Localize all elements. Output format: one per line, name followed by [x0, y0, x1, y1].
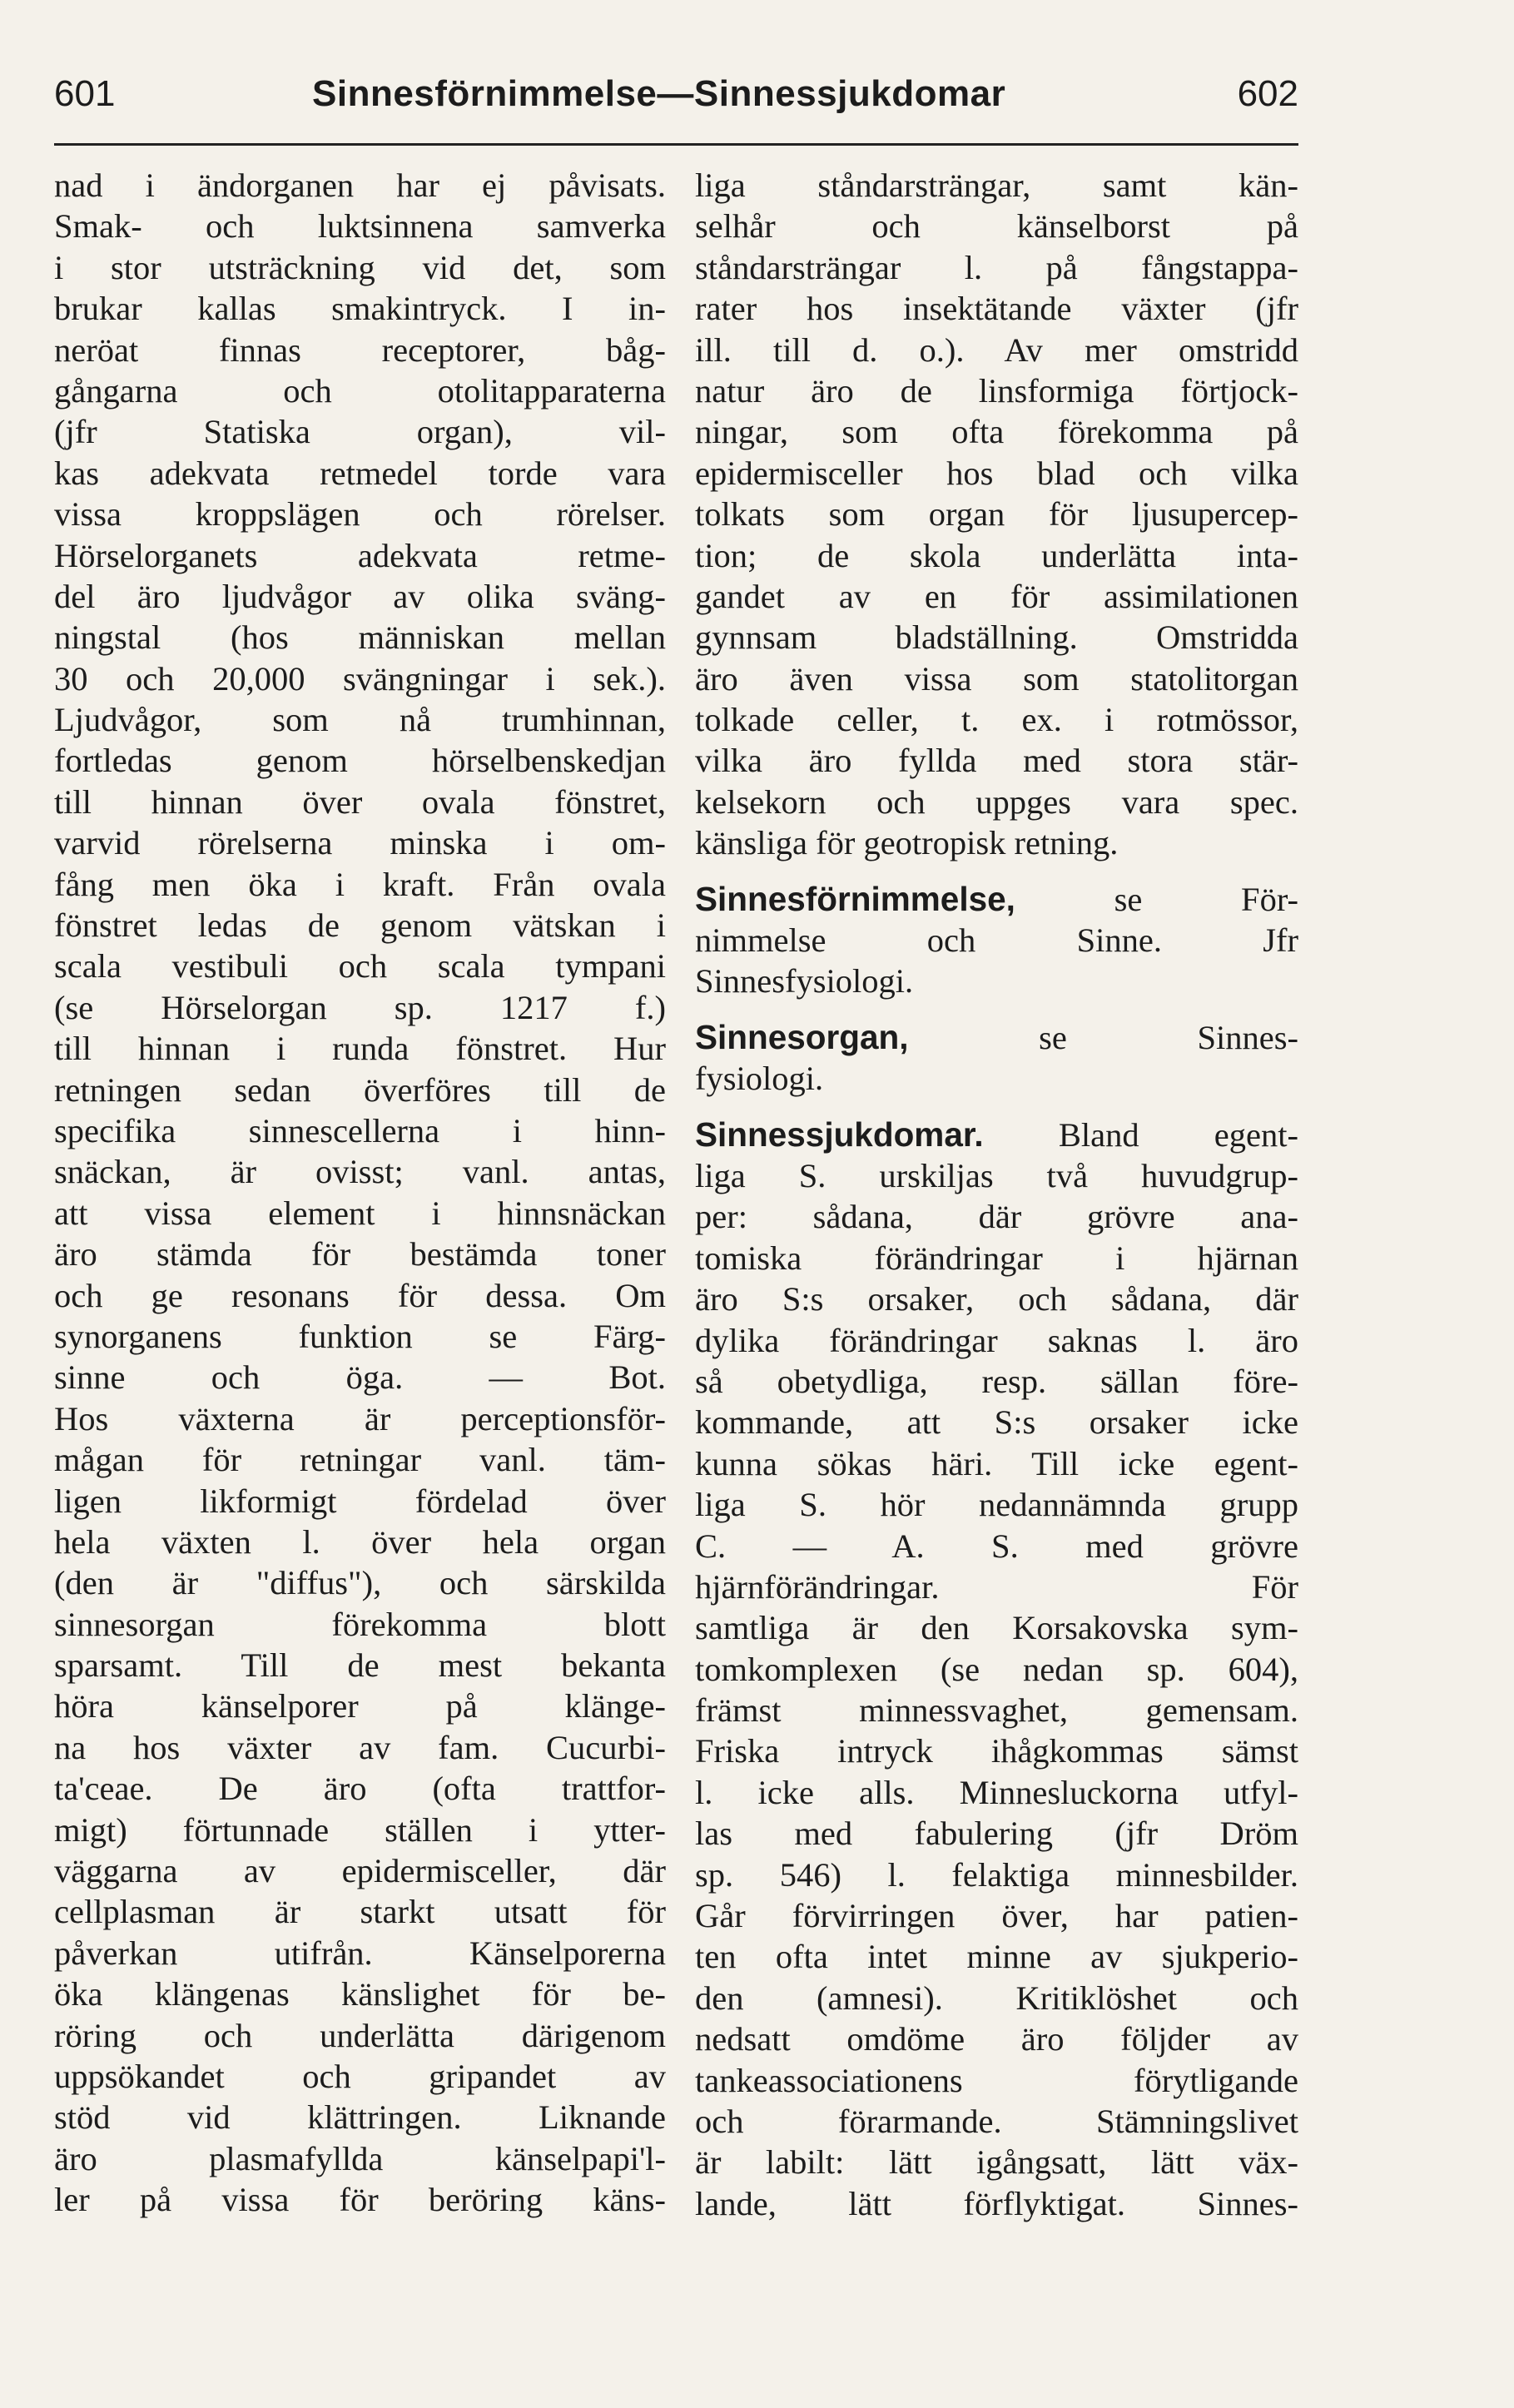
- text-line: kelsekorn och uppges vara spec.: [695, 782, 1298, 821]
- text-line: så obetydliga, resp. sällan före-: [695, 1362, 1298, 1400]
- text-line: och förarmande. Stämningslivet: [695, 2102, 1298, 2140]
- text-line: Går förvirringen över, har patien-: [695, 1897, 1298, 1935]
- entry-line: [695, 1115, 1298, 1155]
- text-line: (se Hörselorgan sp. 1217 f.): [54, 988, 666, 1026]
- text-line: fortledas genom hörselbenskedjan: [54, 742, 666, 780]
- text-line: öka klängenas känslighet för be-: [54, 1975, 666, 2013]
- text-line: äro S:s orsaker, och sådana, där: [695, 1280, 1298, 1318]
- text-line: sinne och öga. — Bot.: [54, 1358, 666, 1397]
- text-line: kas adekvata retmedel torde vara: [54, 454, 666, 492]
- text-line: äro stämda för bestämda toner: [54, 1235, 666, 1274]
- text-line: Friska intryck ihågkommas sämst: [695, 1732, 1298, 1770]
- entry-gap: [695, 1100, 1298, 1115]
- text-line: Hörselorganets adekvata retme-: [54, 536, 666, 574]
- text-line: känsliga för geotropisk retning.: [695, 824, 1119, 862]
- text-line: na hos växter av fam. Cucurbi-: [54, 1728, 666, 1766]
- text-line: uppsökandet och gripandet av: [54, 2057, 666, 2095]
- text-line: migt) förtunnade ställen i ytter-: [54, 1810, 666, 1849]
- text-line: Hos växterna är perceptionsför-: [54, 1399, 666, 1437]
- entry-sinnesorgan: [695, 1017, 1298, 1100]
- text-line: sp. 546) l. felaktiga minnesbilder.: [695, 1855, 1298, 1894]
- text-line: höra känselporer på klänge-: [54, 1687, 666, 1725]
- page-number-right: 602: [1237, 73, 1298, 114]
- text-line: kunna sökas häri. Till icke egent-: [695, 1444, 1298, 1482]
- entry-text: Bland egent-: [983, 1115, 1298, 1154]
- text-line: mågan för retningar vanl. täm-: [54, 1441, 666, 1479]
- text-line: ståndarsträngar l. på fångstappa-: [695, 248, 1298, 286]
- text-line: selhår och känselborst på: [695, 207, 1298, 246]
- text-line: fång men öka i kraft. Från ovala: [54, 865, 666, 903]
- text-line: gångarna och otolitapparaterna: [54, 371, 666, 410]
- text-line: brukar kallas smakintryck. I in-: [54, 290, 666, 328]
- page-number-left: 601: [54, 73, 116, 114]
- text-line: äro även vissa som statolitorgan: [695, 659, 1298, 698]
- text-line: vissa kroppslägen och rörelser.: [54, 495, 666, 534]
- text-line: neröat finnas receptorer, båg-: [54, 330, 666, 369]
- text-line: snäckan, är ovisst; vanl. antas,: [54, 1153, 666, 1191]
- text-line: till hinnan över ovala fönstret,: [54, 782, 666, 821]
- text-line: gandet av en för assimilationen: [695, 577, 1298, 615]
- text-line: ler på vissa för beröring käns-: [54, 2181, 666, 2219]
- text-line: till hinnan i runda fönstret. Hur: [54, 1030, 666, 1068]
- text-line: ta'ceae. De äro (ofta trattfor-: [54, 1770, 666, 1808]
- text-line: tomkomplexen (se nedan sp. 604),: [695, 1650, 1298, 1688]
- text-line: äro plasmafyllda känselpapi'l-: [54, 2139, 666, 2177]
- entry-headword: Sinnessjukdomar.: [695, 1115, 984, 1154]
- text-line: 30 och 20,000 svängningar i sek.).: [54, 659, 666, 698]
- text-line: dylika förändringar saknas l. äro: [695, 1321, 1298, 1359]
- text-line: l. icke alls. Minnesluckorna utfyl-: [695, 1773, 1298, 1811]
- text-line: hjärnförändringar. För: [695, 1567, 1298, 1606]
- right-column-continuation: [695, 165, 1298, 864]
- text-line: tankeassociationens förytligande: [695, 2061, 1298, 2099]
- text-line: las med fabulering (jfr Dröm: [695, 1815, 1298, 1853]
- entry-text: se Sinnes-: [908, 1018, 1298, 1056]
- text-line: liga ståndarsträngar, samt kän-: [695, 166, 1298, 204]
- text-line: ningar, som ofta förekomma på: [695, 413, 1298, 451]
- entry-gap: [695, 1002, 1298, 1017]
- text-line: rater hos insektätande växter (jfr: [695, 290, 1298, 328]
- text-line: per: sådana, där grövre ana-: [695, 1198, 1298, 1236]
- text-line: retningen sedan överföres till de: [54, 1070, 666, 1109]
- text-line: kommande, att S:s orsaker icke: [695, 1403, 1298, 1442]
- text-line: i stor utsträckning vid det, som: [54, 248, 666, 286]
- text-line: varvid rörelserna minska i om-: [54, 824, 666, 862]
- text-line: scala vestibuli och scala tympani: [54, 947, 666, 986]
- text-line: tomiska förändringar i hjärnan: [695, 1239, 1298, 1277]
- text-line: ten ofta intet minne av sjukperio-: [695, 1938, 1298, 1976]
- entry-sinnesfornimmelse: [695, 879, 1298, 1002]
- text-line: samtliga är den Korsakovska sym-: [695, 1609, 1298, 1647]
- text-line: cellplasman är starkt utsatt för: [54, 1893, 666, 1931]
- entry-sinnessjukdomar: [695, 1115, 1298, 2225]
- text-line: att vissa element i hinnsnäckan: [54, 1194, 666, 1232]
- entry-line: [695, 1017, 1298, 1058]
- text-line: påverkan utifrån. Känselporerna: [54, 1934, 666, 1972]
- entry-line: [695, 879, 1298, 920]
- text-line: tolkats som organ för ljusupercep-: [695, 495, 1298, 534]
- right-column: [695, 165, 1298, 2224]
- text-line: fönstret ledas de genom vätskan i: [54, 906, 666, 945]
- text-line: främst minnessvaghet, gemensam.: [695, 1691, 1298, 1730]
- running-header: [54, 73, 1298, 132]
- entry-gap: [695, 864, 1298, 879]
- text-line: den (amnesi). Kritiklöshet och: [695, 1979, 1298, 2017]
- entry-headword: Sinnesförnimmelse,: [695, 879, 1015, 918]
- text-line: nad i ändorganen har ej påvisats.: [54, 166, 666, 204]
- text-line: liga S. hör nedannämnda grupp: [695, 1486, 1298, 1524]
- text-line: väggarna av epidermisceller, där: [54, 1852, 666, 1890]
- text-line: lande, lätt förflyktigat. Sinnes-: [695, 2184, 1298, 2222]
- text-line: tion; de skola underlätta inta-: [695, 536, 1298, 574]
- text-line: vilka äro fyllda med stora stär-: [695, 742, 1298, 780]
- text-line: C. — A. S. med grövre: [695, 1527, 1298, 1565]
- text-line: gynnsam bladställning. Omstridda: [695, 618, 1298, 657]
- entry-line: nimmelse och Sinne. Jfr: [695, 921, 1298, 960]
- entry-body: [695, 1155, 1298, 2224]
- text-line: stöd vid klättringen. Liknande: [54, 2098, 666, 2137]
- text-line: tolkade celler, t. ex. i rotmössor,: [695, 701, 1298, 739]
- text-line: specifika sinnescellerna i hinn-: [54, 1111, 666, 1149]
- header-rule: [54, 143, 1298, 146]
- text-line: sparsamt. Till de mest bekanta: [54, 1646, 666, 1685]
- text-line: och ge resonans för dessa. Om: [54, 1276, 666, 1314]
- text-line: ligen likformigt fördelad över: [54, 1482, 666, 1520]
- text-line: nedsatt omdöme äro följder av: [695, 2020, 1298, 2058]
- text-line: synorganens funktion se Färg-: [54, 1317, 666, 1355]
- entry-line: fysiologi.: [695, 1060, 824, 1098]
- entry-headword: Sinnesorgan,: [695, 1017, 909, 1056]
- text-line: hela växten l. över hela organ: [54, 1522, 666, 1561]
- text-line: Ljudvågor, som nå trumhinnan,: [54, 701, 666, 739]
- text-line: sinnesorgan förekomma blott: [54, 1605, 666, 1643]
- text-line: del äro ljudvågor av olika sväng-: [54, 577, 666, 615]
- text-line: (den är "diffus"), och särskilda: [54, 1564, 666, 1602]
- text-line: ningstal (hos människan mellan: [54, 618, 666, 657]
- entry-text: se För-: [1015, 880, 1298, 918]
- entry-line: Sinnesfysiologi.: [695, 962, 914, 1000]
- text-line: natur äro de linsformiga förtjock-: [695, 371, 1298, 410]
- text-line: (jfr Statiska organ), vil-: [54, 413, 666, 451]
- text-line: liga S. urskiljas två huvudgrup-: [695, 1156, 1298, 1194]
- text-line: röring och underlätta därigenom: [54, 2016, 666, 2054]
- text-line: ill. till d. o.). Av mer omstridd: [695, 330, 1298, 369]
- page-title: Sinnesförnimmelse—Sinnessjukdomar: [312, 73, 1006, 114]
- text-line: epidermisceller hos blad och vilka: [695, 454, 1298, 492]
- text-line: Smak- och luktsinnena samverka: [54, 207, 666, 246]
- left-column: [54, 165, 666, 2221]
- text-line: är labilt: lätt igångsatt, lätt väx-: [695, 2143, 1298, 2182]
